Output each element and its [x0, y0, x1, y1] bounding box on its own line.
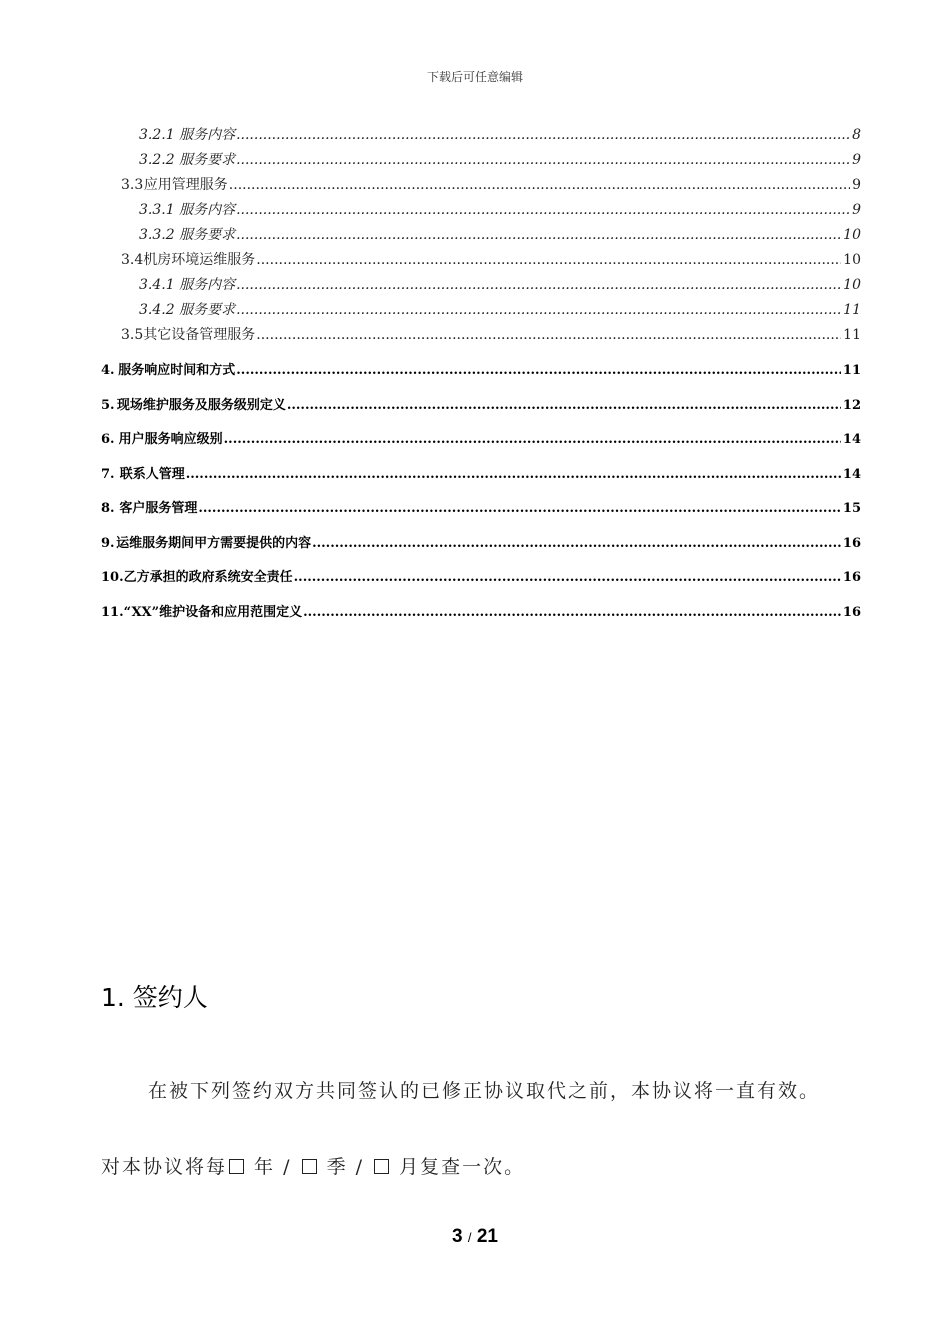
toc-leader-dots [229, 177, 850, 193]
total-pages: 21 [476, 1226, 498, 1247]
review-option-year: 年 / [246, 1156, 300, 1178]
toc-entry-page: 9 [852, 202, 861, 218]
toc-entry[interactable] [101, 566, 861, 585]
toc-entry-page: 9 [852, 177, 861, 193]
toc-entry-number: 7. [101, 467, 115, 482]
toc-leader-dots [236, 302, 841, 318]
toc-entry-page: 11 [843, 302, 861, 318]
toc-entry-page: 16 [842, 570, 861, 585]
toc-entry-page: 9 [852, 152, 861, 168]
toc-leader-dots [256, 252, 841, 268]
toc-entry-page: 10 [843, 277, 861, 293]
toc-leader-dots [303, 605, 841, 620]
toc-entry-number: 10. [101, 570, 124, 585]
toc-entry-label: 服务响应时间和方式 [118, 363, 236, 378]
toc-leader-dots [236, 152, 850, 168]
toc-entry-label: 其它设备管理服务 [143, 327, 256, 343]
toc-entry[interactable] [121, 249, 861, 269]
toc-entry-number: 3.4 [121, 252, 144, 268]
toc-entry-label: 联系人管理 [119, 467, 185, 482]
toc-entry[interactable] [101, 463, 861, 482]
toc-entry-label: “XX”维护设备和应用范围定义 [123, 605, 303, 620]
toc-entry-page: 12 [842, 398, 861, 413]
review-option-season: 季 / [318, 1156, 373, 1178]
toc-entry-page: 14 [842, 432, 861, 447]
toc-leader-dots [198, 501, 841, 516]
toc-entry[interactable] [139, 224, 861, 244]
toc-entry[interactable] [101, 601, 861, 620]
current-page: 3 [452, 1226, 463, 1247]
toc-entry[interactable] [121, 174, 861, 194]
toc-entry[interactable] [101, 497, 861, 516]
toc-entry-label: 3.3.2 服务要求 [139, 227, 236, 243]
toc-leader-dots [186, 467, 841, 482]
toc-entry[interactable] [101, 359, 861, 378]
toc-entry-page: 10 [843, 227, 861, 243]
toc-leader-dots [236, 363, 841, 378]
toc-entry[interactable] [121, 324, 861, 344]
toc-entry-page: 11 [842, 363, 861, 378]
toc-entry-number: 5. [101, 398, 115, 413]
toc-entry-number: 9. [101, 536, 115, 551]
toc-entry-number: 3.5 [121, 327, 144, 343]
toc-entry-label: 3.4.1 服务内容 [139, 277, 236, 293]
toc-leader-dots [312, 536, 841, 551]
toc-entry-label: 乙方承担的政府系统安全责任 [123, 570, 293, 585]
toc-entry[interactable] [139, 199, 861, 219]
page-number [0, 1226, 950, 1248]
toc-entry-label: 用户服务响应级别 [118, 432, 223, 447]
toc-leader-dots [236, 277, 841, 293]
review-text-prefix: 对本协议将每 [101, 1156, 228, 1178]
page-header: 下载后可任意编辑 [426, 70, 523, 84]
checkbox-month[interactable] [374, 1159, 389, 1174]
toc-entry[interactable] [139, 124, 861, 144]
toc-entry-page: 16 [842, 536, 861, 551]
page-separator: / [467, 1230, 472, 1245]
toc-leader-dots [224, 432, 841, 447]
toc-leader-dots [236, 127, 850, 143]
toc-entry[interactable] [101, 428, 861, 447]
review-option-month: 月复查一次。 [391, 1156, 526, 1178]
section-heading: 1. 签约人 [101, 983, 208, 1012]
toc-entry-label: 3.2.1 服务内容 [139, 127, 236, 143]
toc-entry-page: 11 [843, 327, 861, 343]
toc-entry-number: 11. [101, 605, 124, 620]
body-paragraph: 在被下列签约双方共同签认的已修正协议取代之前，本协议将一直有效。 [148, 1080, 821, 1102]
toc-leader-dots [294, 570, 841, 585]
toc-entry-label: 运维服务期间甲方需要提供的内容 [116, 536, 312, 551]
toc-leader-dots [236, 227, 841, 243]
toc-entry-label: 3.4.2 服务要求 [139, 302, 236, 318]
toc-entry-number: 6. [101, 432, 115, 447]
toc-entry-page: 8 [852, 127, 861, 143]
toc-entry[interactable] [139, 149, 861, 169]
toc-entry-label: 客户服务管理 [119, 501, 198, 516]
toc-entry-number: 8. [101, 501, 115, 516]
toc-leader-dots [256, 327, 841, 343]
toc-entry-page: 16 [842, 605, 861, 620]
toc-leader-dots [287, 398, 841, 413]
toc-entry-page: 15 [842, 501, 861, 516]
toc-entry[interactable] [101, 532, 861, 551]
toc-entry-label: 应用管理服务 [143, 177, 228, 193]
toc-leader-dots [236, 202, 850, 218]
toc-entry[interactable] [101, 394, 861, 413]
toc-entry-label: 3.3.1 服务内容 [139, 202, 236, 218]
review-frequency-paragraph [101, 1152, 525, 1179]
toc-entry[interactable] [139, 299, 861, 319]
checkbox-season[interactable] [302, 1159, 317, 1174]
toc-entry-label: 机房环境运维服务 [143, 252, 256, 268]
toc-entry[interactable] [139, 274, 861, 294]
toc-entry-number: 4. [101, 363, 115, 378]
checkbox-year[interactable] [229, 1159, 244, 1174]
toc-entry-label: 现场维护服务及服务级别定义 [116, 398, 286, 413]
toc-entry-page: 14 [842, 467, 861, 482]
toc-entry-number: 3.3 [121, 177, 144, 193]
toc-entry-label: 3.2.2 服务要求 [139, 152, 236, 168]
toc-entry-page: 10 [843, 252, 861, 268]
